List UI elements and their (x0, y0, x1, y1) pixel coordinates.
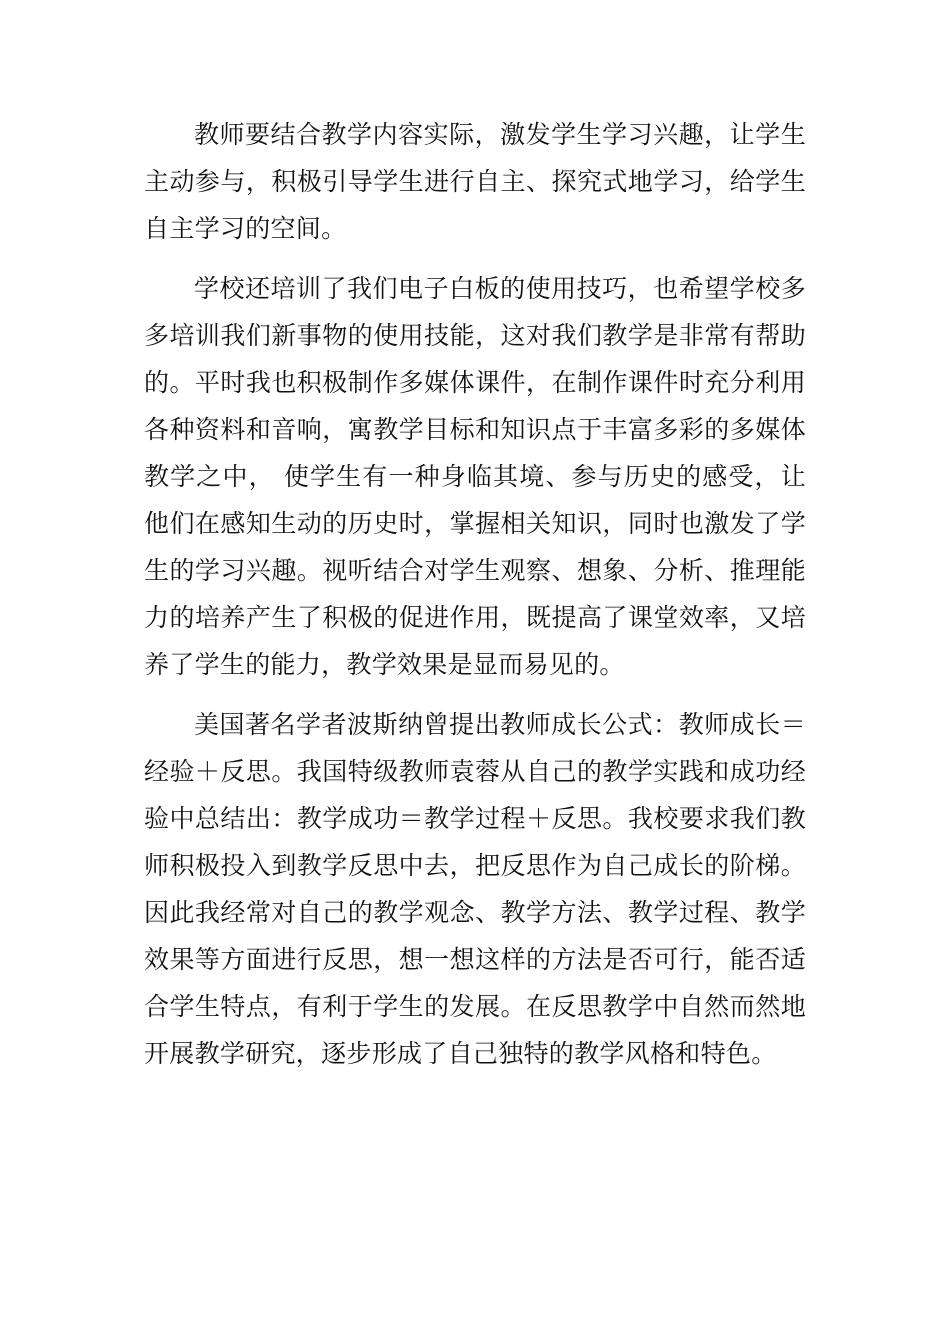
paragraph-whiteboard-multimedia: 学校还培训了我们电子白板的使用技巧，也希望学校多多培训我们新事物的使用技能，这对我们教学是非常有帮助的。平时我也积极制作多媒体课件，在制作课件时充分利用各种资料和音响，寓教学目标和知识点于丰富多彩的多媒体教学之中， 使学生有一种身临其境、参与历史的感受，让他们在感知生动的历史时，掌握相关知识，同时也激发了学生的学习兴趣。视听结合对学生观察、想象、分析、推理能力的培养产生了积极的促进作用，既提高了课堂效率，又培养了学生的能力，教学效果是显而易见的。 (144, 274, 806, 679)
paragraph-teacher-reflection: 美国著名学者波斯纳曾提出教师成长公式：教师成长＝经验＋反思。我国特级教师袁蓉从自己的教学实践和成功经验中总结出：教学成功＝教学过程＋反思。我校要求我们教师积极投入到教学反思中去，把反思作为自己成长的阶梯。因此我经常对自己的教学观念、教学方法、教学过程、教学效果等方面进行反思，想一想这样的方法是否可行，能否适合学生特点，有利于学生的发展。在反思教学中自然而然地开展教学研究，逐步形成了自己独特的教学风格和特色。 (144, 710, 806, 1068)
paragraph-student-engagement: 教师要结合教学内容实际，激发学生学习兴趣，让学生主动参与，积极引导学生进行自主、探究式地学习，给学生自主学习的空间。 (144, 120, 806, 243)
document-body (144, 111, 806, 1090)
